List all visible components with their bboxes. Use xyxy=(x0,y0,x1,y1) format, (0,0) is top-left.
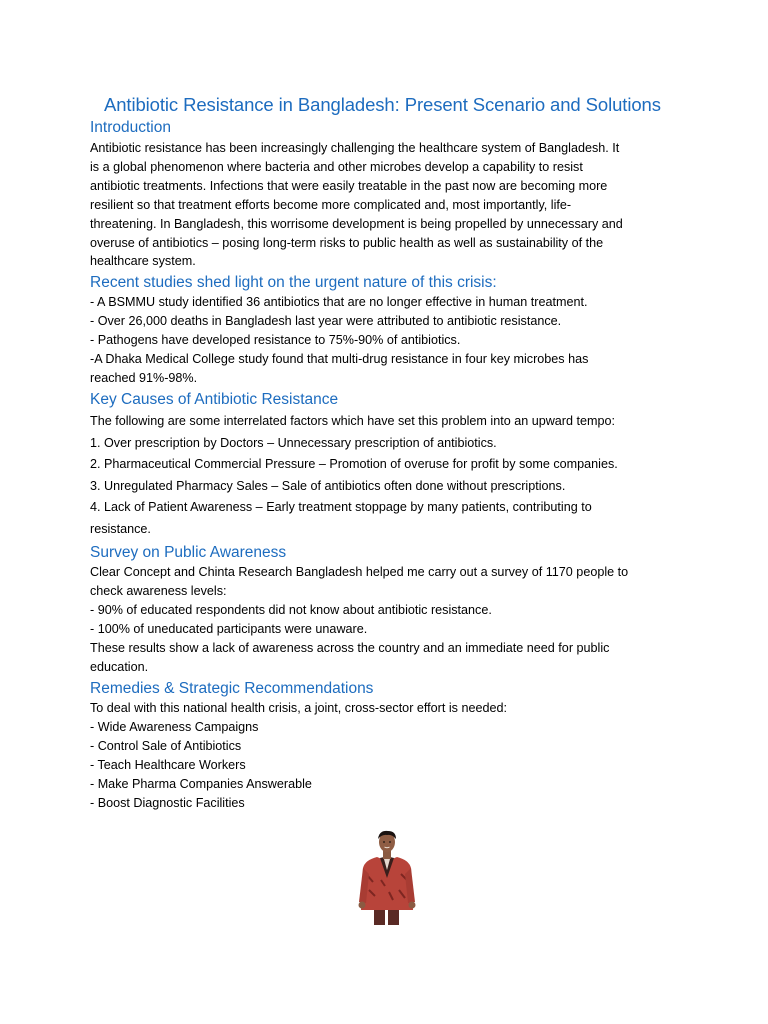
text-line: education. xyxy=(90,659,149,674)
list-item: resistance. xyxy=(90,521,151,536)
survey-paragraph xyxy=(90,563,680,676)
text-line: resilient so that treatment efforts become more complicated and, most importantly, life- xyxy=(90,197,572,212)
list-item: -A Dhaka Medical College study found that multi-drug resistance in four key microbes has xyxy=(90,351,589,366)
list-item: - Control Sale of Antibiotics xyxy=(90,738,242,753)
list-item: - Over 26,000 deaths in Bangladesh last year were attributed to antibiotic resistance. xyxy=(90,313,562,328)
text-line: Antibiotic resistance has been increasingly challenging the healthcare system of Bangladesh. It xyxy=(90,141,620,155)
list-item: 4. Lack of Patient Awareness – Early treatment stoppage by many patients, contributing to xyxy=(90,500,592,514)
heading-key-causes: Key Causes of Antibiotic Resistance xyxy=(90,391,339,408)
section-survey xyxy=(90,544,680,676)
section-remedies xyxy=(90,680,680,812)
list-item: - Boost Diagnostic Facilities xyxy=(90,795,245,810)
studies-list xyxy=(90,293,680,388)
text-line: is a global phenomenon where bacteria and other microbes develop a capability to resist xyxy=(90,159,583,174)
list-item: 2. Pharmaceutical Commercial Pressure – Promotion of overuse for profit by some companies. xyxy=(90,457,618,471)
text-line: overuse of antibiotics – posing long-term risks to public health as well as sustainability of the xyxy=(90,235,604,250)
text-line: The following are some interrelated factors which have set this problem into an upward tempo: xyxy=(90,414,616,428)
list-item: - 90% of educated respondents did not know about antibiotic resistance. xyxy=(90,602,492,617)
text-line: To deal with this national health crisis, a joint, cross-sector effort is needed: xyxy=(90,701,507,715)
list-item: - Teach Healthcare Workers xyxy=(90,757,246,772)
introduction-paragraph xyxy=(90,139,680,271)
section-recent-studies xyxy=(90,274,680,388)
list-item: - Make Pharma Companies Answerable xyxy=(90,776,312,791)
heading-recent-studies: Recent studies shed light on the urgent nature of this crisis: xyxy=(90,274,497,291)
heading-survey: Survey on Public Awareness xyxy=(90,544,287,561)
list-item: - Pathogens have developed resistance to 75%-90% of antibiotics. xyxy=(90,332,461,347)
section-introduction xyxy=(90,119,680,271)
list-item: - Wide Awareness Campaigns xyxy=(90,719,259,734)
list-item: - A BSMMU study identified 36 antibiotics that are no longer effective in human treatment. xyxy=(90,295,588,309)
list-item: - 100% of uneducated participants were unaware. xyxy=(90,621,368,636)
text-line: check awareness levels: xyxy=(90,583,227,598)
causes-list xyxy=(90,411,680,540)
list-item: 3. Unregulated Pharmacy Sales – Sale of antibiotics often done without prescriptions. xyxy=(90,478,566,493)
author-photo xyxy=(355,830,419,925)
text-line: threatening. In Bangladesh, this worrisome development is being propelled by unnecessary and xyxy=(90,216,623,231)
document-title: Antibiotic Resistance in Bangladesh: Present Scenario and Solutions xyxy=(104,94,661,115)
heading-introduction: Introduction xyxy=(90,119,171,136)
text-line: healthcare system. xyxy=(90,254,196,269)
text-line: These results show a lack of awareness across the country and an immediate need for public xyxy=(90,640,610,655)
list-item: 1. Over prescription by Doctors – Unnecessary prescription of antibiotics. xyxy=(90,435,497,450)
heading-remedies: Remedies & Strategic Recommendations xyxy=(90,680,374,697)
remedies-list xyxy=(90,699,680,812)
section-key-causes xyxy=(90,391,680,540)
list-item: reached 91%-98%. xyxy=(90,370,198,385)
text-line: Clear Concept and Chinta Research Bangladesh helped me carry out a survey of 1170 people to xyxy=(90,565,629,579)
text-line: antibiotic treatments. Infections that were easily treatable in the past now are becoming more xyxy=(90,178,608,193)
